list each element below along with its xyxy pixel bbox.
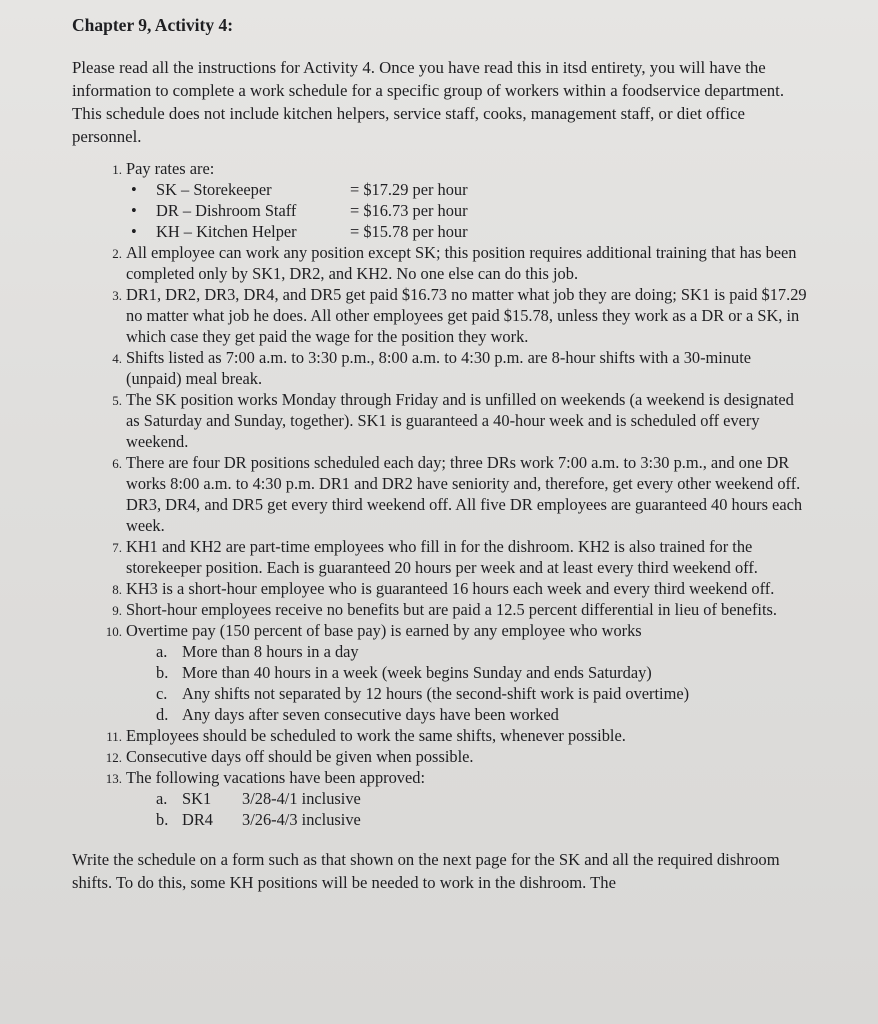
list-item-3 xyxy=(70,284,810,347)
item-number: 9. xyxy=(112,603,122,618)
list-item-2 xyxy=(70,242,810,284)
pay-rate-value: = $17.29 per hour xyxy=(350,180,468,199)
item-number: 11. xyxy=(106,729,122,744)
item-number: 7. xyxy=(112,540,122,555)
item-text: DR1, DR2, DR3, DR4, and DR5 get paid $16.73 no matter what job they are doing; SK1 is paid $17.29 no matter what job he does. All other employees get paid $15.78, unless they work as a DR or a SK, in which case they get paid the wage for the position they work. xyxy=(126,285,807,346)
bullet-icon: • xyxy=(131,222,137,241)
list-item-6 xyxy=(70,452,810,536)
vacation-dates: 3/28-4/1 inclusive xyxy=(242,789,361,808)
vacation-employee: SK1 xyxy=(182,789,212,808)
list-item-13 xyxy=(70,767,810,830)
pay-rate-position: DR – Dishroom Staff xyxy=(156,201,297,220)
pay-rate-position: KH – Kitchen Helper xyxy=(156,222,297,241)
item-number: 4. xyxy=(112,351,122,366)
overtime-condition xyxy=(126,641,810,662)
condition-text: Any days after seven consecutive days have been worked xyxy=(182,705,559,724)
pay-rate-item xyxy=(126,221,810,242)
item-text: The following vacations have been approved: xyxy=(126,768,426,787)
item-text: The SK position works Monday through Friday and is unfilled on weekends (a weekend is designated as Saturday and Sunday, together). SK1 is guaranteed a 40-hour week and is scheduled off every weekend. xyxy=(126,390,794,451)
condition-text: More than 8 hours in a day xyxy=(182,642,359,661)
item-letter: a. xyxy=(156,642,168,661)
vacation-dates: 3/26-4/3 inclusive xyxy=(242,810,361,829)
vacation-list xyxy=(126,788,810,830)
overtime-conditions xyxy=(126,641,810,725)
item-text: Overtime pay (150 percent of base pay) is earned by any employee who works xyxy=(126,621,642,640)
pay-rate-value: = $15.78 per hour xyxy=(350,222,468,241)
item-text: There are four DR positions scheduled each day; three DRs work 7:00 a.m. to 3:30 p.m., and one DR works 8:00 a.m. to 4:30 p.m. DR1 and DR2 have seniority and, therefore, get every other weekend off. DR3, DR4, and DR5 get every third weekend off. All five DR employees are guaranteed 40 hours each week. xyxy=(126,453,803,535)
item-text: Shifts listed as 7:00 a.m. to 3:30 p.m., 8:00 a.m. to 4:30 p.m. are 8-hour shifts with a 30-minute (unpaid) meal break. xyxy=(126,348,752,388)
item-number: 10. xyxy=(105,624,122,639)
intro-paragraph: Please read all the instructions for Activity 4. Once you have read this in itsd entirety, you will have the information to complete a work schedule for a specific group of workers within a foodservice department. This schedule does not include kitchen helpers, service staff, cooks, management staff, or diet office personnel. xyxy=(72,58,785,146)
item-text: Consecutive days off should be given when possible. xyxy=(126,747,474,766)
closing-paragraph: Write the schedule on a form such as that shown on the next page for the SK and all the required dishroom shifts. To do this, some KH positions will be needed to work in the dishroom. The xyxy=(72,850,780,892)
vacation-employee: DR4 xyxy=(182,810,213,829)
item-text: KH1 and KH2 are part-time employees who fill in for the dishroom. KH2 is also trained for the storekeeper position. Each is guaranteed 20 hours per week and at least every third weekend off. xyxy=(126,537,758,577)
item-letter: b. xyxy=(156,663,169,682)
document-body xyxy=(70,14,810,894)
item-number: 2. xyxy=(112,246,122,261)
bullet-icon: • xyxy=(131,201,137,220)
pay-rate-item xyxy=(126,179,810,200)
item-number: 5. xyxy=(112,393,122,408)
pay-rate-list xyxy=(126,179,810,242)
list-item-7 xyxy=(70,536,810,578)
condition-text: Any shifts not separated by 12 hours (the second-shift work is paid overtime) xyxy=(182,684,690,703)
overtime-condition xyxy=(126,662,810,683)
overtime-condition xyxy=(126,683,810,704)
list-item-8 xyxy=(70,578,810,599)
item-text: KH3 is a short-hour employee who is guaranteed 16 hours each week and every third weekend off. xyxy=(126,579,775,598)
item-number: 8. xyxy=(112,582,122,597)
list-item-1 xyxy=(70,158,810,242)
pay-rate-value: = $16.73 per hour xyxy=(350,201,468,220)
list-item-5 xyxy=(70,389,810,452)
pay-rate-position: SK – Storekeeper xyxy=(156,180,272,199)
item-text: Employees should be scheduled to work the same shifts, whenever possible. xyxy=(126,726,626,745)
list-item-10 xyxy=(70,620,810,725)
item-number: 13. xyxy=(105,771,122,786)
overtime-condition xyxy=(126,704,810,725)
condition-text: More than 40 hours in a week (week begins Sunday and ends Saturday) xyxy=(182,663,652,682)
item-letter: b. xyxy=(156,810,169,829)
item-number: 1. xyxy=(112,162,122,177)
item-letter: a. xyxy=(156,789,168,808)
pay-rate-item xyxy=(126,200,810,221)
item-number: 6. xyxy=(112,456,122,471)
list-item-12 xyxy=(70,746,810,767)
vacation-item xyxy=(126,788,810,809)
bullet-icon: • xyxy=(131,180,137,199)
instruction-list xyxy=(70,158,810,830)
page-title: Chapter 9, Activity 4: xyxy=(72,15,234,35)
list-item-11 xyxy=(70,725,810,746)
list-item-9 xyxy=(70,599,810,620)
item-number: 3. xyxy=(112,288,122,303)
item-text: Pay rates are: xyxy=(126,159,215,178)
vacation-item xyxy=(126,809,810,830)
item-number: 12. xyxy=(105,750,122,765)
item-text: All employee can work any position except SK; this position requires additional training that has been completed only by SK1, DR2, and KH2. No one else can do this job. xyxy=(126,243,797,283)
item-text: Short-hour employees receive no benefits but are paid a 12.5 percent differential in lieu of benefits. xyxy=(126,600,777,619)
list-item-4 xyxy=(70,347,810,389)
item-letter: d. xyxy=(156,705,169,724)
item-letter: c. xyxy=(156,684,168,703)
